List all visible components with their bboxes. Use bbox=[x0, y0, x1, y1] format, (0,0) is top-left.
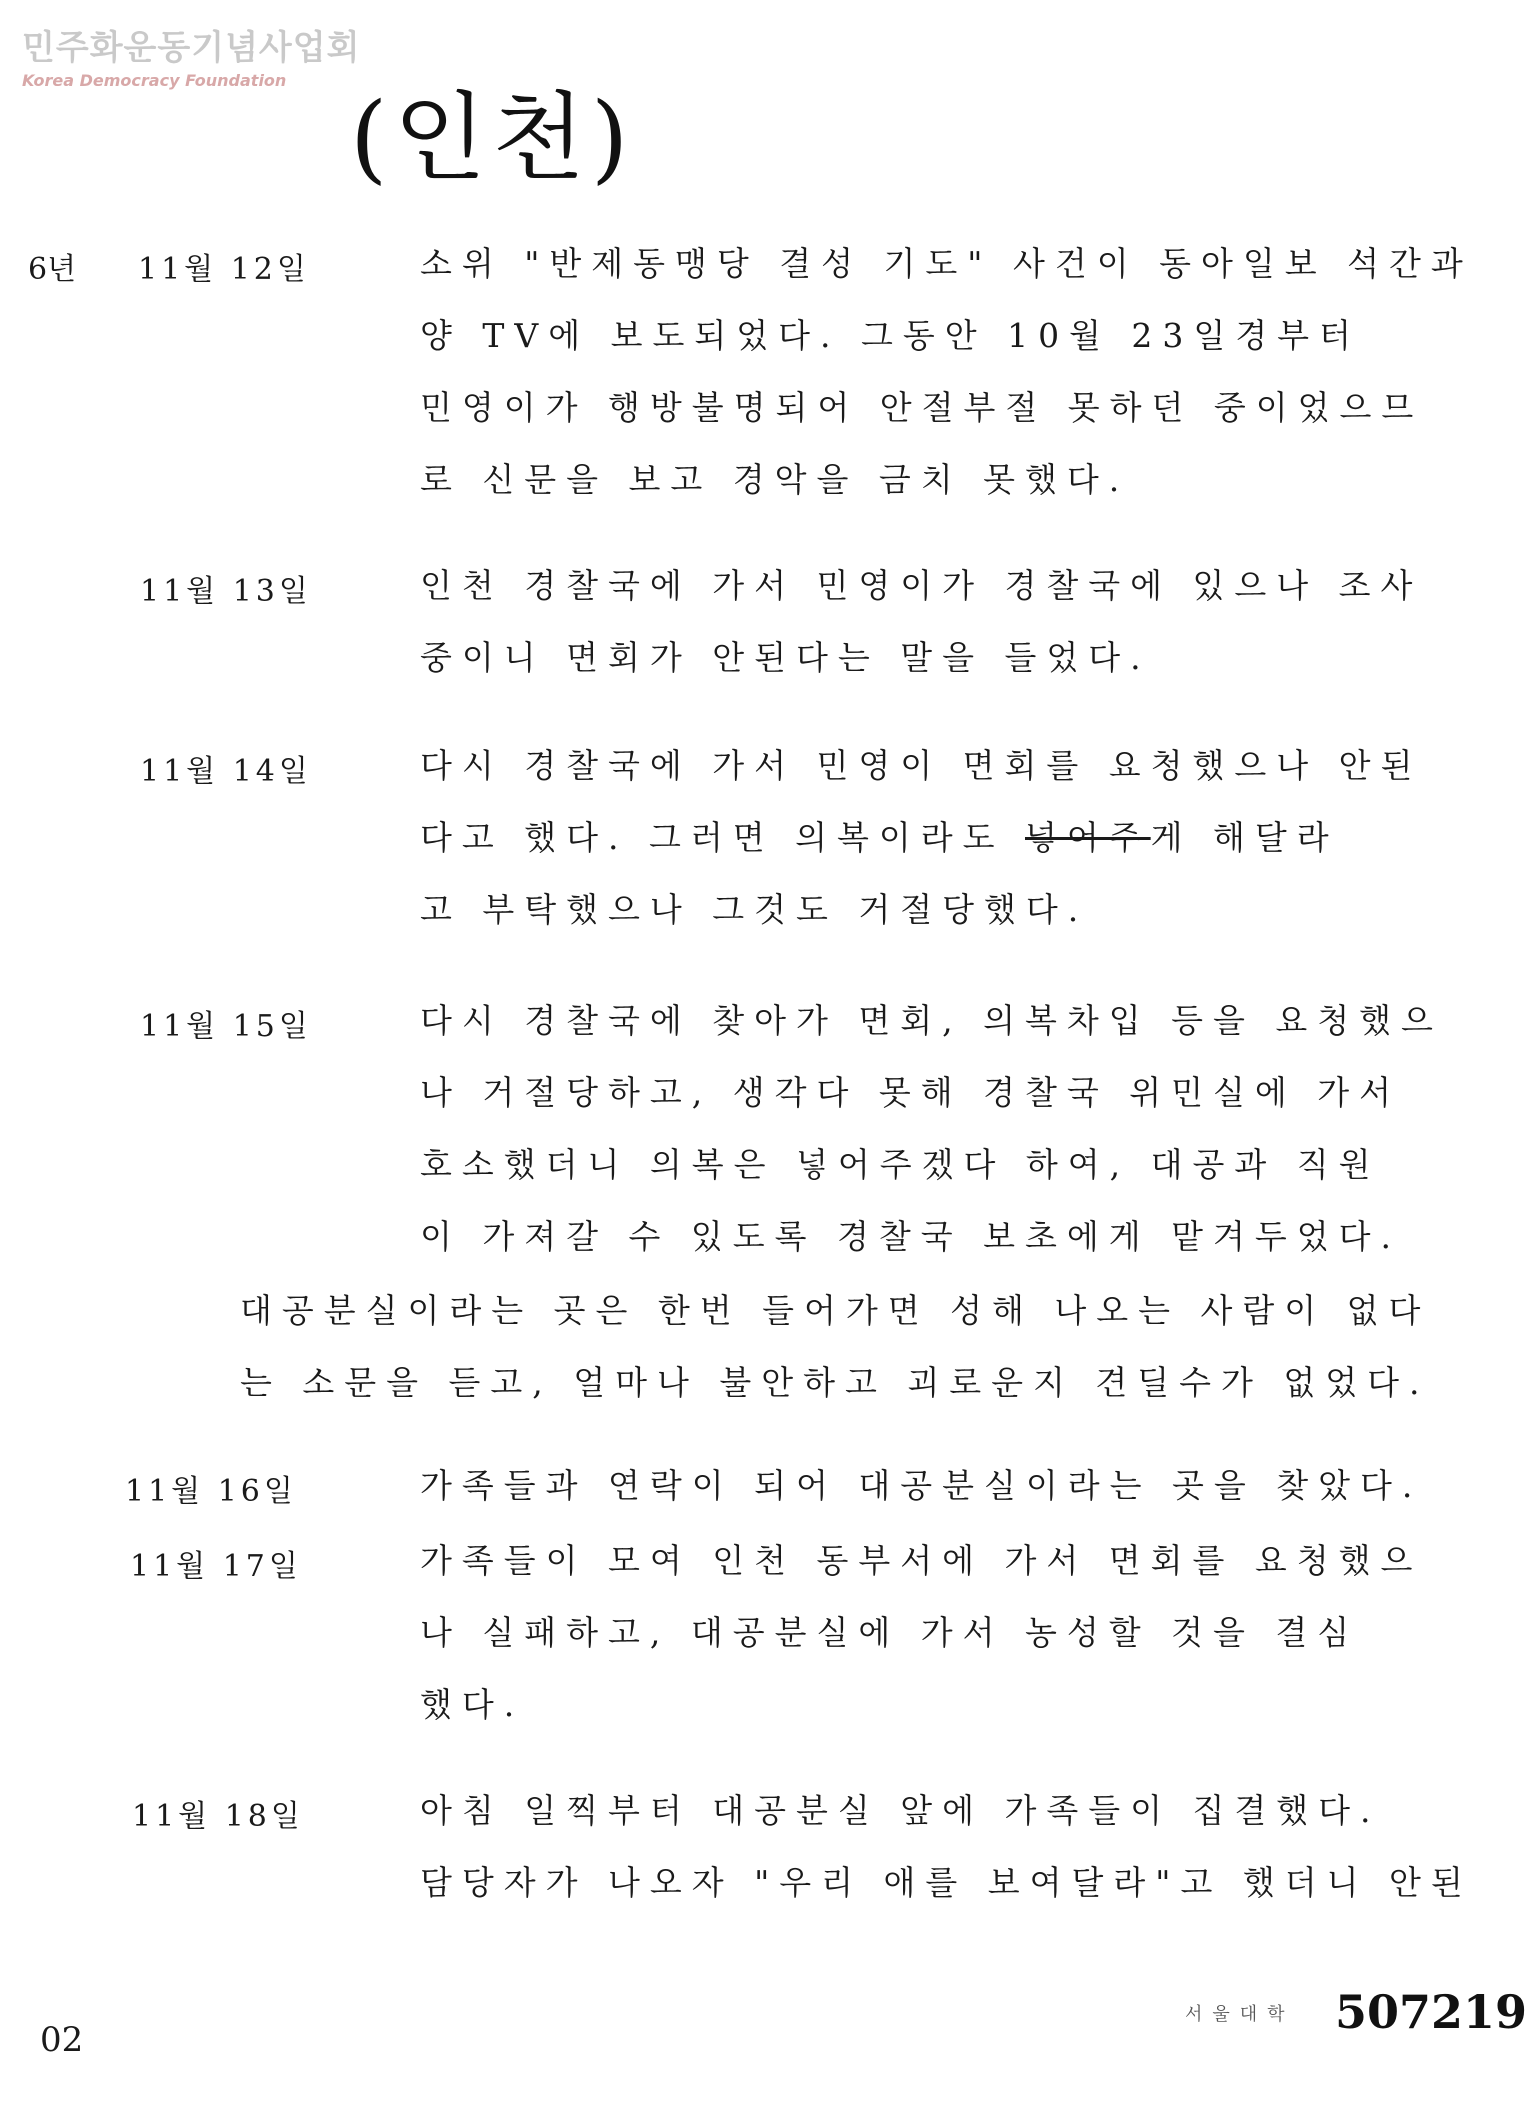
entry-line: 다시 경찰국에 가서 민영이 면회를 요청했으나 안된 bbox=[420, 746, 1423, 785]
document-title: (인천) bbox=[350, 82, 635, 194]
entry-body bbox=[420, 1775, 1473, 1919]
entry-line: 양 TV에 보도되었다. 그동안 10월 23일경부터 bbox=[420, 316, 1361, 355]
entry-date: 11월 14일 bbox=[140, 754, 312, 789]
entry-date: 11월 17일 bbox=[130, 1549, 302, 1584]
entry-body bbox=[420, 1450, 1423, 1522]
note-line: 대공분실이라는 곳은 한번 들어가면 성해 나오는 사람이 없다 bbox=[240, 1291, 1431, 1330]
note-line: 는 소문을 듣고, 얼마나 불안하고 괴로운지 견딜수가 없었다. bbox=[240, 1363, 1430, 1402]
page-mark: 02 bbox=[40, 2020, 84, 2060]
entry-date: 11월 18일 bbox=[132, 1799, 304, 1834]
entry-line: 가족들과 연락이 되어 대공분실이라는 곳을 찾았다. bbox=[420, 1466, 1423, 1505]
entry-body bbox=[420, 730, 1423, 946]
entry-line: 다고 했다. 그러면 의복이라도 넣어주게 해달라 bbox=[420, 818, 1339, 857]
entry-line: 중이니 면회가 안된다는 말을 들었다. bbox=[420, 638, 1151, 677]
entry-date: 11월 16일 bbox=[125, 1474, 297, 1509]
entry-body bbox=[420, 1525, 1423, 1741]
entry-line: 고 부탁했으나 그것도 거절당했다. bbox=[420, 890, 1089, 929]
entry-line: 아침 일찍부터 대공분실 앞에 가족들이 집결했다. bbox=[420, 1791, 1381, 1830]
entry-body bbox=[420, 550, 1423, 694]
entry-line: 소위 "반제동맹당 결성 기도" 사건이 동아일보 석간과 bbox=[420, 244, 1473, 283]
archive-stamp: 서울대학 bbox=[1185, 2004, 1295, 2025]
foundation-watermark bbox=[22, 20, 360, 90]
entry-year: 6년 bbox=[28, 252, 77, 287]
entry-note bbox=[240, 1275, 1431, 1419]
entry-body bbox=[420, 228, 1473, 516]
serial-number: 507219 bbox=[1335, 1985, 1527, 2039]
entry-line: 다시 경찰국에 찾아가 면회, 의복차입 등을 요청했으 bbox=[420, 1001, 1443, 1040]
watermark-korean: 민주화운동기념사업회 bbox=[22, 28, 361, 68]
entry-line: 인천 경찰국에 가서 민영이가 경찰국에 있으나 조사 bbox=[420, 566, 1423, 605]
entry-line: 담당자가 나오자 "우리 애를 보여달라"고 했더니 안된 bbox=[420, 1863, 1473, 1902]
entry-date: 11월 13일 bbox=[140, 574, 312, 609]
entry-line: 나 거절당하고, 생각다 못해 경찰국 위민실에 가서 bbox=[420, 1073, 1401, 1112]
entry-body bbox=[420, 985, 1443, 1273]
entry-date: 11월 15일 bbox=[140, 1009, 312, 1044]
entry-line: 했다. bbox=[420, 1685, 525, 1724]
entry-line: 민영이가 행방불명되어 안절부절 못하던 중이었으므 bbox=[420, 388, 1424, 427]
watermark-english: Korea Democracy Foundation bbox=[22, 71, 287, 90]
entry-line: 이 가져갈 수 있도록 경찰국 보초에게 맡겨두었다. bbox=[420, 1217, 1401, 1256]
entry-line: 나 실패하고, 대공분실에 가서 농성할 것을 결심 bbox=[420, 1613, 1360, 1652]
entry-date: 11월 12일 bbox=[138, 252, 310, 287]
entry-line: 로 신문을 보고 경악을 금치 못했다. bbox=[420, 460, 1130, 499]
struck-text: 넣어주 bbox=[1025, 818, 1151, 857]
entry-line: 가족들이 모여 인천 동부서에 가서 면회를 요청했으 bbox=[420, 1541, 1423, 1580]
entry-line: 호소했더니 의복은 넣어주겠다 하여, 대공과 직원 bbox=[420, 1145, 1381, 1184]
